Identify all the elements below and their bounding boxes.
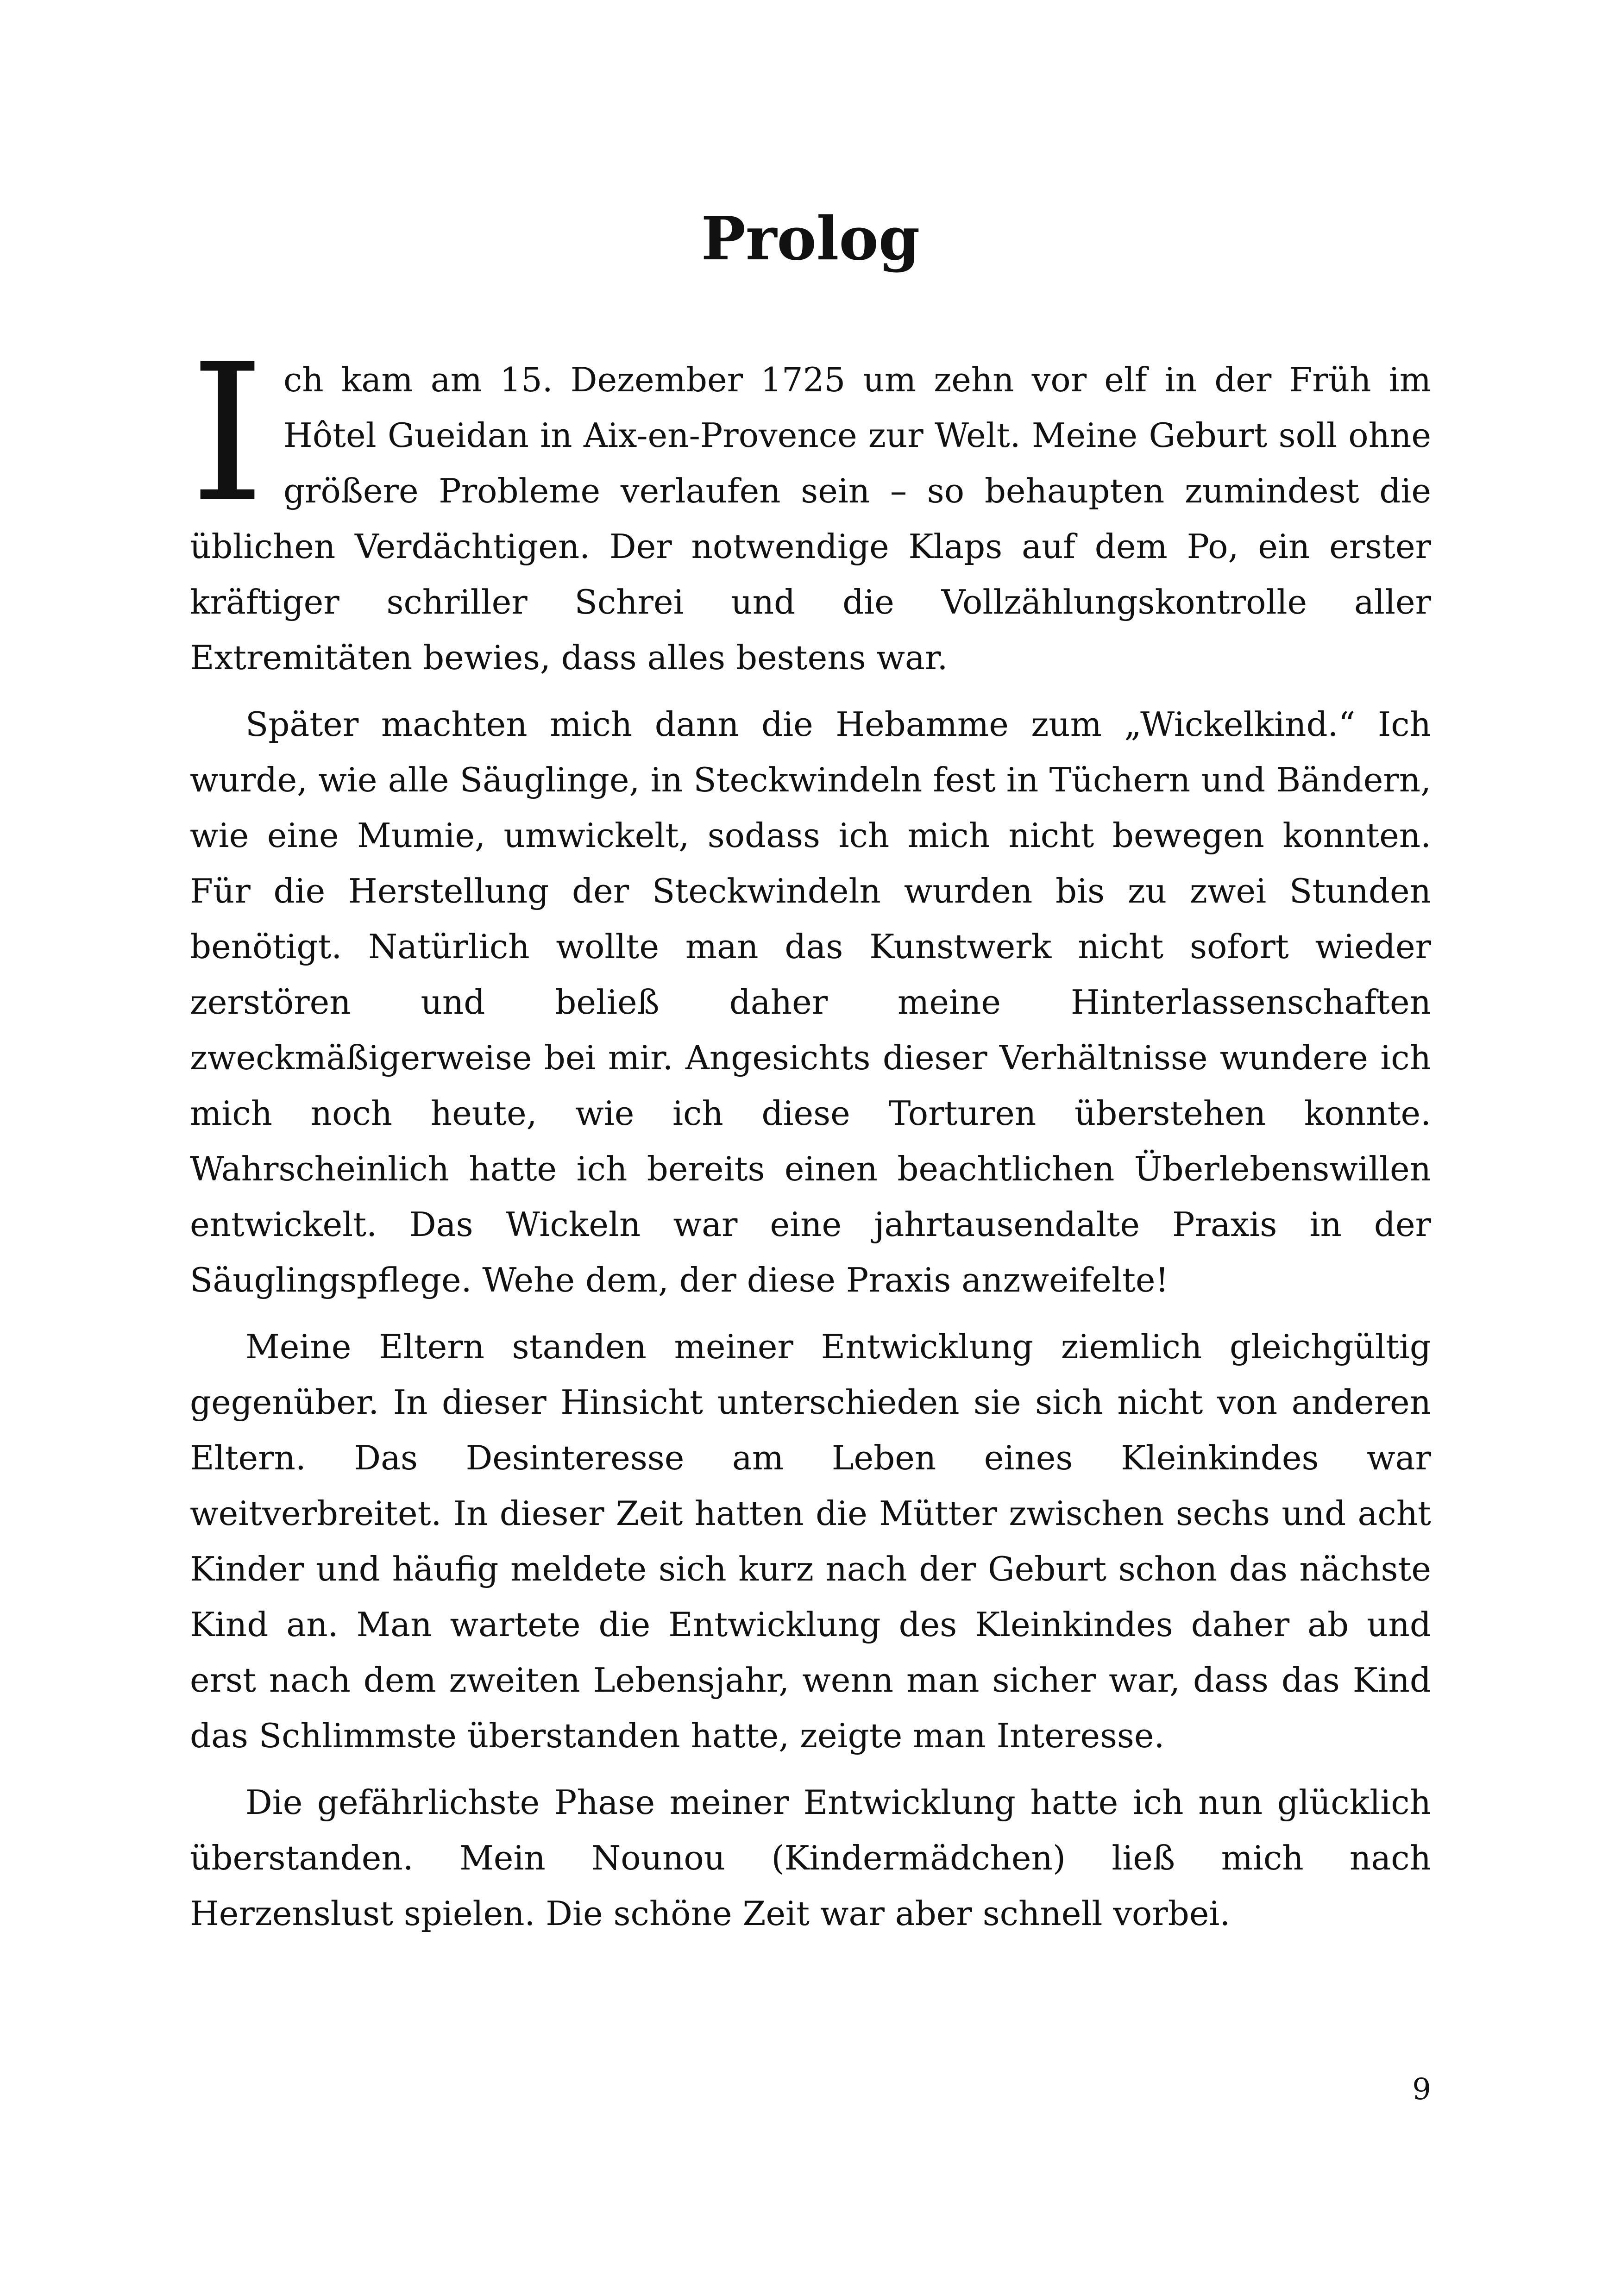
paragraph-1 [190,323,1431,685]
paragraph-4: Die gefährlichste Phase meiner Entwicklung hatte ich nun glücklich überstanden. Mein Nounou (Kindermädchen) ließ mich nach Herzenslust spielen. Die schöne Zeit war aber schnell vorbei. [190,1783,1431,1933]
paragraph-3: Meine Eltern standen meiner Entwicklung ziemlich gleichgültig gegenüber. In dieser Hinsicht unterschieden sie sich nicht von anderen Eltern. Das Desinteresse am Leben eines Kleinkindes war weitverbreitet. In dieser Zeit hatten die Mütter zwischen sechs und acht Kinder und häufig meldete sich kurz nach der Geburt schon das nächste Kind an. Man wartete die Entwicklung des Kleinkindes daher ab und erst nach dem zweiten Lebensjahr, wenn man sicher war, dass das Kind das Schlimmste überstanden hatte, zeigte man Interesse. [190,1327,1431,1755]
paragraph-2: Später machten mich dann die Hebamme zum „Wickelkind.“ Ich wurde, wie alle Säuglinge, in Steckwindeln fest in Tüchern und Bändern, wie eine Mumie, umwickelt, sodass ich mich nicht bewegen konnten. Für die Herstellung der Steckwindeln wurden bis zu zwei Stunden benötigt. Natürlich wollte man das Kunstwerk nicht sofort wieder zerstören und beließ daher meine Hinterlassenschaften zweckmäßigerweise bei mir. Angesichts dieser Verhältnisse wundere ich mich noch heute, wie ich diese Torturen überstehen konnte. Wahrscheinlich hatte ich bereits einen beachtlichen Überlebenswillen entwickelt. Das Wickeln war eine jahrtausendalte Praxis in der Säuglingspflege. Wehe dem, der diese Praxis anzweifelte! [190,705,1431,1299]
page-number: 9 [1412,2072,1431,2107]
chapter-body [190,323,1431,1941]
chapter-title: Prolog [701,204,920,274]
drop-cap: I [190,323,265,544]
paragraph-1-text: ch kam am 15. Dezember 1725 um zehn vor elf in der Früh im Hôtel Gueidan in Aix-en-Provence zur Welt. Meine Geburt soll ohne größere Probleme verlaufen sein – so behaupten zumindest die üblichen Verdächtigen. Der notwendige Klaps auf dem Po, ein erster kräftiger schriller Schrei und die Vollzählungskontrolle aller Extremitäten bewies, dass alles bestens war. [190,360,1431,677]
